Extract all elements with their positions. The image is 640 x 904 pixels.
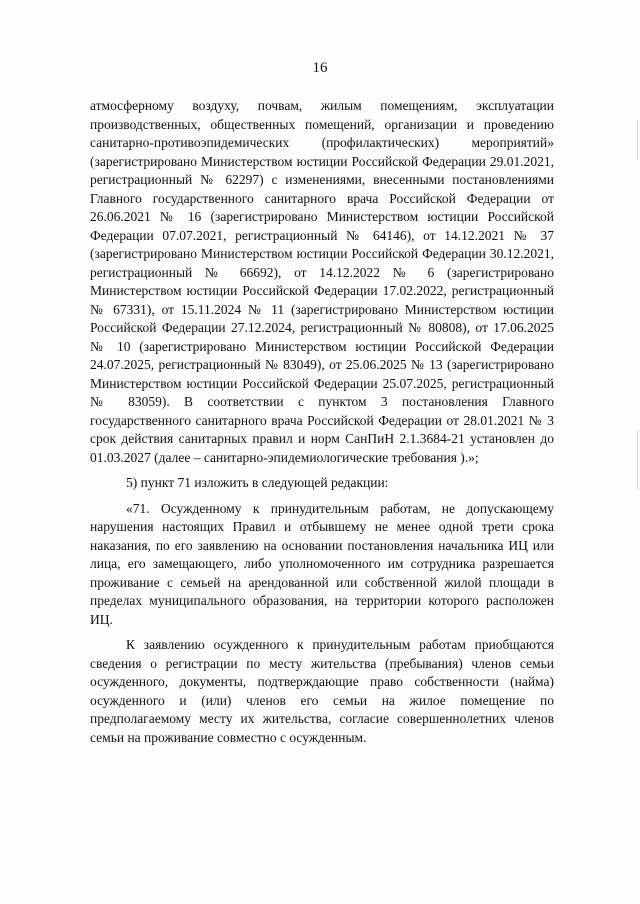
document-body <box>90 97 554 747</box>
page-number: 16 <box>312 60 328 76</box>
paragraph-application-documents: К заявлению осужденного к принудительным работам приобщаются сведения о регистрации по месту жительства (пребывания) членов семьи осужденного, документы, подтверждающие право собственности (найма) осужденного и (или) членов его семьи на жилое помещение по предполагаемому месту их жительства, согласие совершеннолетних членов семьи на проживание совместно с осужденным. <box>90 637 554 745</box>
scan-edge-mark <box>637 120 638 160</box>
paragraph-amendment-item: 5) пункт 71 изложить в следующей редакции: <box>126 475 389 490</box>
scan-edge-mark <box>637 430 638 490</box>
paragraph-continuation: атмосферному воздуху, почвам, жилым помещениям, эксплуатации производственных, общественных помещений, организации и проведению санитарно-противоэпидемических (профилактических) мероприятий» (зарегистрировано Министерством юстиции Российской Федерации 29.01.2021, регистрационный № 62297) с изменениями, внесенными постановлениями Главного государственного санитарного врача Российской Федерации от 26.06.2021 № 16 (зарегистрировано Министерством юстиции Российской Федерации 07.07.2021, регистрационный № 64146), от 14.12.2021 № 37 (зарегистрировано Министерством юстиции Российской Федерации 30.12.2021, регистрационный № 66692), от 14.12.2022 № 6 (зарегистрировано Министерством юстиции Российской Федерации 17.02.2022, регистрационный № 67331), от 15.11.2024 № 11 (зарегистрировано Министерством юстиции Российской Федерации 27.12.2024, регистрационный № 80808), от 17.06.2025 № 10 (зарегистрировано Министерством юстиции Российской Федерации 24.07.2025, регистрационный № 83049), от 25.06.2025 № 13 (зарегистрировано Министерством юстиции Российской Федерации 25.07.2025, регистрационный № 83059). В соответствии с пунктом 3 постановления Главного государственного санитарного врача Российской Федерации от 28.01.2021 № 3 срок действия санитарных правил и норм СанПиН 2.1.3684-21 установлен до 01.03.2027 (далее – санитарно-эпидемиологические требования ).»; <box>90 98 554 465</box>
paragraph-clause-71: «71. Осужденному к принудительным работам, не допускающему нарушения настоящих Правил и отбывшему не менее одной трети срока наказания, по его заявлению на основании постановления начальника ИЦ или лица, его замещающего, либо уполномоченного им сотрудника разрешается проживание с семьей на арендованной или собственной жилой площади в пределах муниципального образования, на территории которого расположен ИЦ. <box>90 500 554 627</box>
